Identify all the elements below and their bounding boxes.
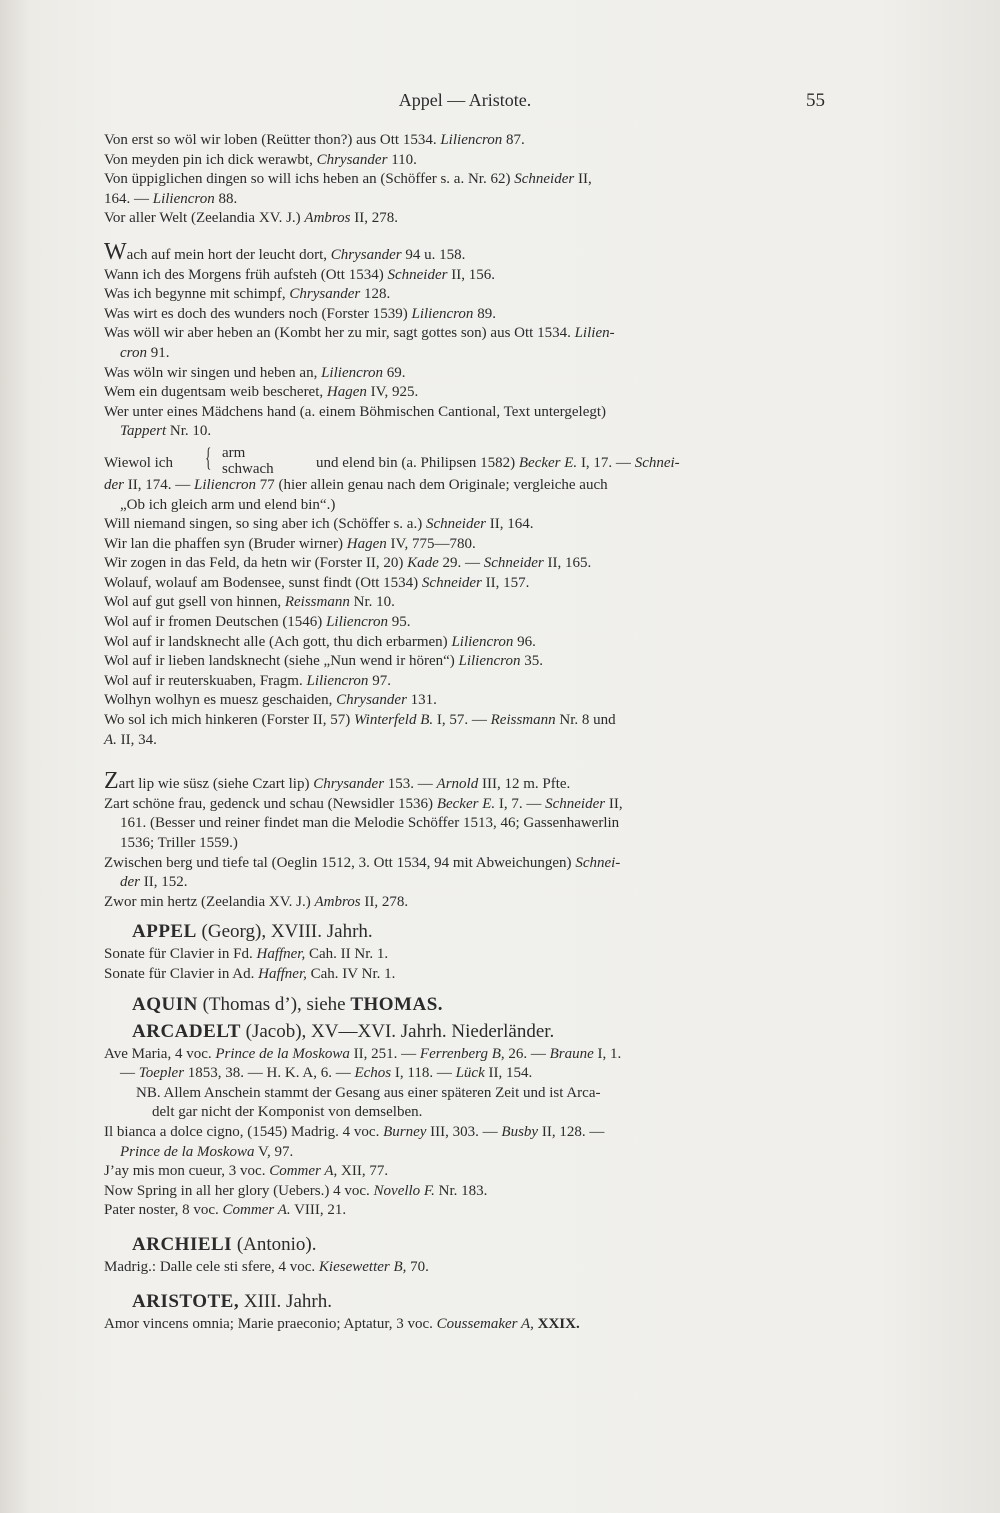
entry-line: Sonate für Clavier in Fd. Haffner, Cah. II Nr. 1. [104, 946, 389, 963]
entry-line: „Ob ich gleich arm und elend bin“.) [120, 496, 336, 513]
entry-line: der II, 174. — Liliencron 77 (hier allein genau nach dem Originale; vergleiche auch [104, 476, 608, 493]
note-line: delt gar nicht der Komponist von demselben. [152, 1104, 423, 1121]
entry-line: Zart schöne frau, gedenck und schau (Newsidler 1536) Becker E. I, 7. — Schneider II, [104, 795, 623, 812]
brace: { [205, 442, 212, 472]
initial-letter: W [104, 238, 127, 265]
composer-heading: ARCADELT (Jacob), XV—XVI. Jahrh. Niederländer. [132, 1020, 555, 1042]
entry-line: Zart lip wie süsz (siehe Czart lip) Chrysander 153. — Arnold III, 12 m. Pfte. [104, 768, 571, 795]
running-head: Appel — Aristote. [398, 90, 532, 110]
entry-line: A. II, 34. [104, 731, 157, 748]
entry-line: Vor aller Welt (Zeelandia XV. J.) Ambros II, 278. [104, 210, 399, 227]
entry-line: Wolauf, wolauf am Bodensee, sunst findt (Ott 1534) Schneider II, 157. [104, 574, 530, 591]
entry-line: Wach auf mein hort der leucht dort, Chrysander 94 u. 158. [104, 238, 466, 265]
entry-line: Wem ein dugentsam weib bescheret, Hagen IV, 925. [104, 384, 419, 401]
entry-line: Will niemand singen, so sing aber ich (Schöffer s. a.) Schneider II, 164. [104, 516, 534, 533]
entry-line: Von meyden pin ich dick werawbt, Chrysander 110. [104, 151, 417, 168]
entry-line: Was wirt es doch des wunders noch (Forster 1539) Liliencron 89. [104, 305, 496, 322]
entry-line: Now Spring in all her glory (Uebers.) 4 voc. Novello F. Nr. 183. [104, 1182, 488, 1199]
entry-line: Wolhyn wolhyn es muesz geschaiden, Chrysander 131. [104, 692, 437, 709]
entry-line: der II, 152. [120, 874, 188, 891]
entry-line: Prince de la Moskowa V, 97. [120, 1143, 294, 1160]
initial-letter: Z [104, 768, 119, 795]
entry-line: Tappert Nr. 10. [120, 423, 212, 440]
composer-heading: ARISTOTE, XIII. Jahrh. [132, 1290, 332, 1312]
composer-heading: ARCHIELI (Antonio). [132, 1233, 317, 1255]
entry-line: 161. (Besser und reiner findet man die Melodie Schöffer 1513, 46; Gassenhawerlin [120, 815, 620, 832]
entry-line: Wir lan die phaffen syn (Bruder wirner) Hagen IV, 775—780. [104, 535, 476, 552]
entry-line: 1536; Triller 1559.) [120, 835, 238, 851]
entry-line: Zwor min hertz (Zeelandia XV. J.) Ambros II, 278. [104, 893, 409, 910]
entry-line: Madrig.: Dalle cele sti sfere, 4 voc. Kiesewetter B, 70. [104, 1258, 429, 1275]
page-header [0, 90, 1000, 114]
entry-line: Amor vincens omnia; Marie praeconio; Aptatur, 3 voc. Coussemaker A, XXIX. [104, 1315, 580, 1332]
note-line: NB. Allem Anschein stammt der Gesang aus einer späteren Zeit und ist Arca- [136, 1084, 601, 1101]
entry-line: — Toepler 1853, 38. — H. K. A, 6. — Echos I, 118. — Lück II, 154. [120, 1065, 533, 1082]
entry-line: Il bianca a dolce cigno, (1545) Madrig. 4 voc. Burney III, 303. — Busby II, 128. — [104, 1123, 605, 1140]
entry-line: Von erst so wöl wir loben (Reütter thon?) aus Ott 1534. Liliencron 87. [104, 132, 525, 148]
entry-line: 164. — Liliencron 88. [104, 190, 238, 207]
entry-line: Wol auf ir landsknecht alle (Ach gott, thu dich erbarmen) Liliencron 96. [104, 633, 536, 650]
entry-line: Zwischen berg und tiefe tal (Oeglin 1512, 3. Ott 1534, 94 mit Abweichungen) Schnei- [104, 854, 621, 871]
section-gap [104, 229, 824, 243]
entry-line: Wo sol ich mich hinkeren (Forster II, 57) Winterfeld B. I, 57. — Reissmann Nr. 8 und [104, 712, 616, 729]
entry-line: Ave Maria, 4 voc. Prince de la Moskowa II, 251. — Ferrenberg B, 26. — Braune I, 1. [104, 1045, 622, 1062]
entry-line: Was wöll wir aber heben an (Kombt her zu mir, sagt gottes son) aus Ott 1534. Lilien- [104, 325, 615, 342]
entry-line: Was ich begynne mit schimpf, Chrysander 128. [104, 286, 391, 303]
entry-line: cron 91. [120, 344, 170, 361]
entry-line: Wol auf ir lieben landsknecht (siehe „Nun wend ir hören“) Liliencron 35. [104, 653, 543, 670]
entry-line: Von üppiglichen dingen so will ichs heben an (Schöffer s. a. Nr. 62) Schneider II, [104, 171, 592, 188]
entry-line: Wiewol ich { arm schwach und elend bin (a. Philipsen 1582) Becker E. I, 17. — Schnei- [104, 442, 680, 477]
composer-heading: AQUIN (Thomas d’), siehe THOMAS. [132, 993, 444, 1015]
entry-line: Wol auf gut gsell von hinnen, Reissmann Nr. 10. [104, 594, 395, 611]
entry-line: Wer unter eines Mädchens hand (a. einem Böhmischen Cantional, Text untergelegt) [104, 403, 607, 420]
entry-line: Sonate für Clavier in Ad. Haffner, Cah. IV Nr. 1. [104, 965, 396, 982]
entry-line: Wol auf ir fromen Deutschen (1546) Liliencron 95. [104, 614, 411, 631]
page-number: 55 [806, 90, 825, 111]
entry-line: Wir zogen in das Feld, da hetn wir (Forster II, 20) Kade 29. — Schneider II, 165. [104, 555, 592, 572]
entry-line: Wol auf ir reuterskuaben, Fragm. Liliencron 97. [104, 672, 391, 689]
entry-line: Pater noster, 8 voc. Commer A. VIII, 21. [104, 1202, 347, 1219]
index-text [104, 131, 824, 1334]
section-gap [104, 750, 824, 772]
entry-line: Was wöln wir singen und heben an, Liliencron 69. [104, 364, 406, 381]
entry-line: Wann ich des Morgens früh aufsteh (Ott 1534) Schneider II, 156. [104, 266, 495, 283]
composer-heading: APPEL (Georg), XVIII. Jahrh. [132, 921, 373, 943]
entry-line: J’ay mis mon cueur, 3 voc. Commer A, XII, 77. [104, 1163, 389, 1180]
